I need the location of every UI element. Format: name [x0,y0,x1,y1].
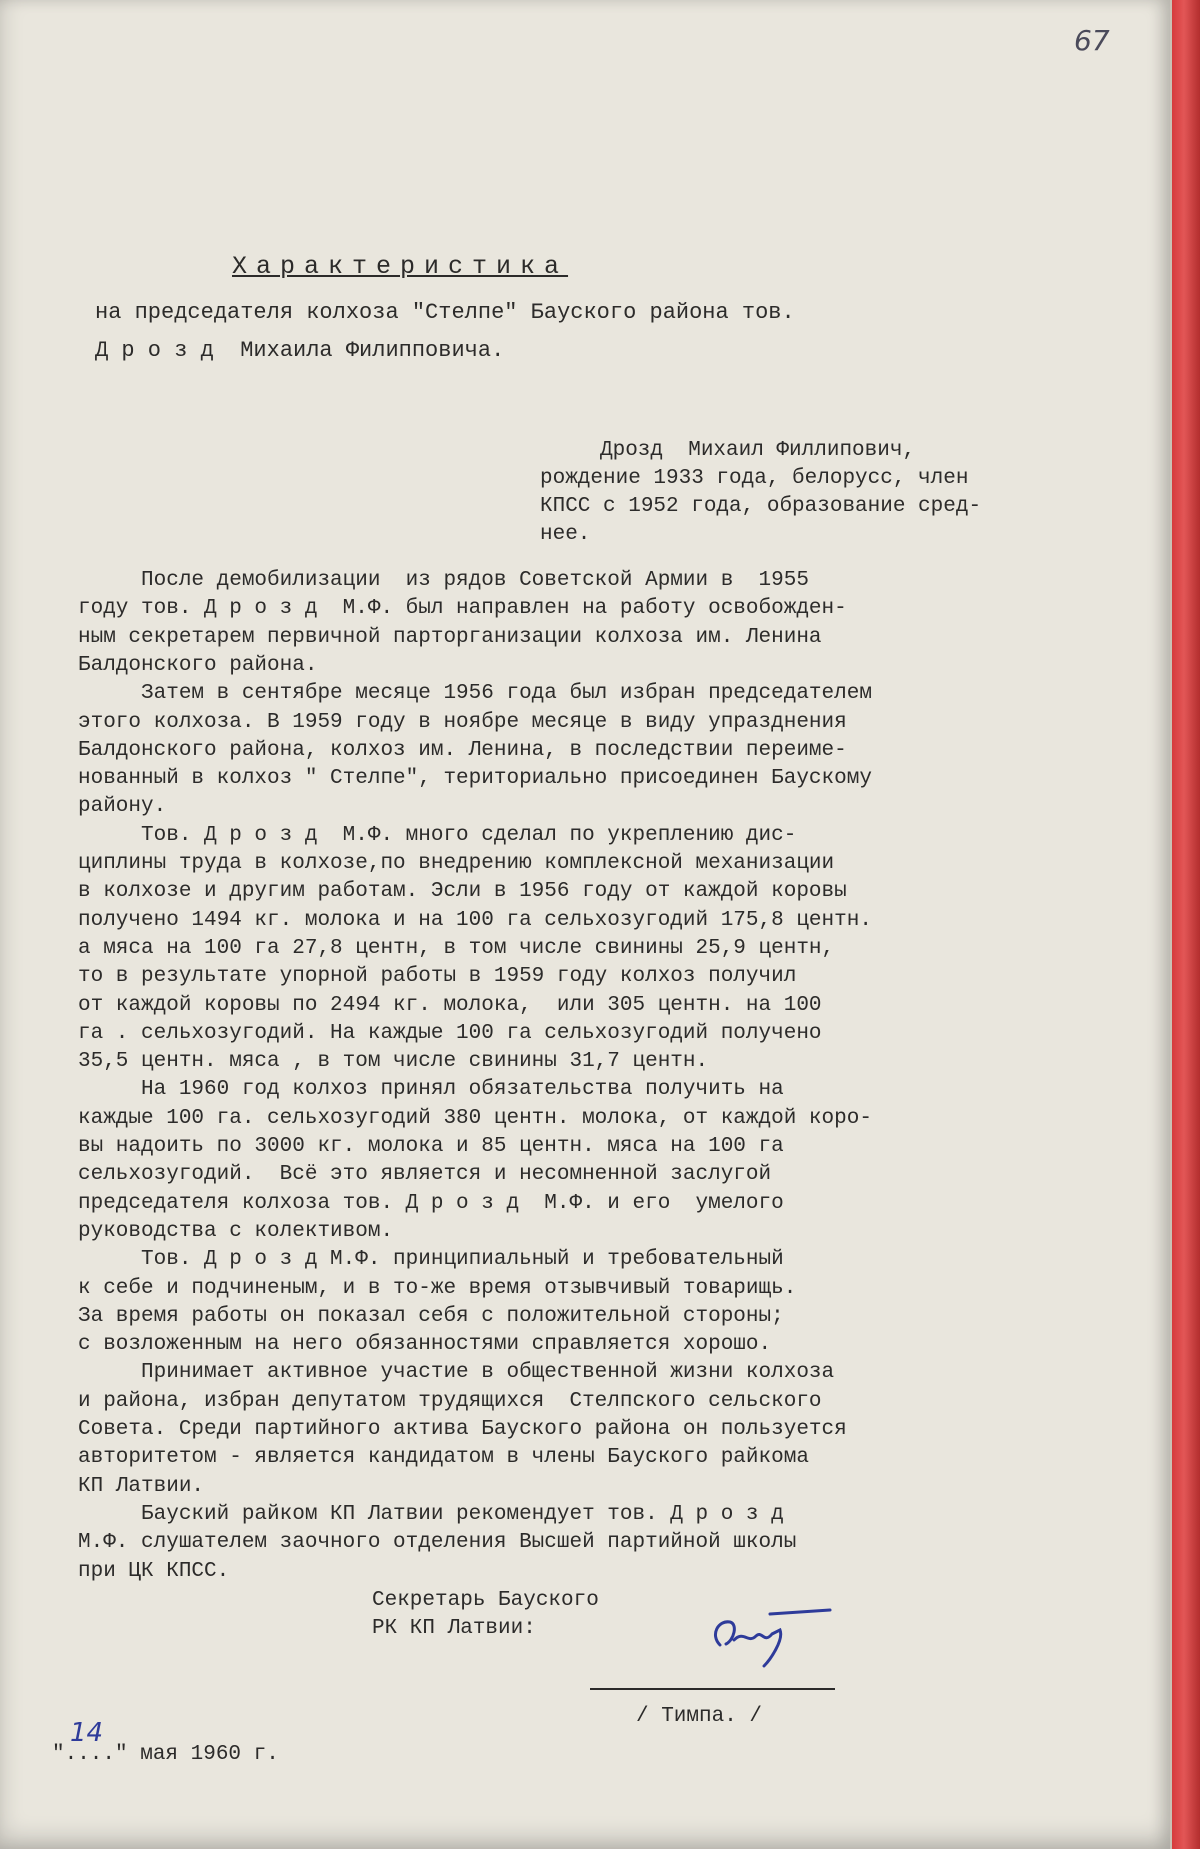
body-line: в колхозе и другим работам. Эсли в 1956 году от каждой коровы [78,880,847,904]
subject-line: на председателя колхоза "Стелпе" Бауского района тов. [95,300,795,325]
body-line: После демобилизации из рядов Советской Армии в 1955 [78,569,809,592]
date-handwritten-day: 14 [70,1718,104,1748]
body-line: председателя колхоза тов. Д р о з д М.Ф. и его умелого [78,1191,784,1215]
body-line: ным секретарем первичной парторганизации колхоза им. Ленина [78,625,822,649]
body-line: Затем в сентябре месяце 1956 года был избран председателем [78,682,872,706]
body-line: этого колхоза. В 1959 году в ноябре месяце в виду упразднения [78,710,847,734]
body-line: району. [78,795,167,819]
body-line: Принимает активное участие в общественной жизни колхоза [78,1361,835,1385]
body-line: На 1960 год колхоз принял обязательства получить на [78,1078,784,1102]
body-line: Бауский райком КП Латвии рекомендует тов. Д р о з д [78,1502,784,1526]
body-line: и района, избран депутатом трудящихся Стелпского сельского [78,1389,822,1413]
body-line: 35,5 центн. мяса , в том числе свинины 31,7 центн. [78,1050,709,1074]
subject-line: Д р о з д Михаила Филипповича. [95,338,505,363]
body-line: Тов. Д р о з д М.Ф. принципиальный и требовательный [78,1248,784,1272]
document-title: Характеристика [232,252,569,281]
body-line: га . сельхозугодий. На каждые 100 га сельхозугодий получено [78,1021,822,1045]
body-line: сельхозугодий. Всё это является и несомненной заслугой [78,1163,772,1187]
signature-rule [590,1688,835,1690]
body-line: руководства с колективом. [78,1219,394,1243]
red-folder-edge [1166,0,1200,1849]
body-line: Тов. Д р о з д М.Ф. много сделал по укреплению дис- [78,823,797,847]
body-line: М.Ф. слушателем заочного отделения Высшей партийной школы [78,1531,797,1555]
handwritten-signature [700,1600,850,1670]
body-line: Балдонского района, колхоз им. Ленина, в последствии переиме- [78,738,847,762]
bio-line: Дрозд Михаил Филлипович, [600,439,916,462]
body-line: Совета. Среди партийного актива Бауского района он пользуется [78,1418,847,1441]
signature-title: РК КП Латвии: [372,1617,536,1640]
bio-line: нее. [540,523,591,546]
signature-title: Секретарь Бауского [372,1589,599,1612]
body-line: вы надоить по 3000 кг. молока и 85 центн. мяса на 100 га [78,1135,784,1158]
body-line: Балдонского района. [78,653,318,677]
body-line: с возложенным на него обязанностями справляется хорошо. [78,1333,772,1357]
body-line: каждые 100 га. сельхозугодий 380 центн. молока, от каждой коро- [78,1106,872,1130]
page-number: 67 [1074,24,1110,57]
body-line: к себе и подчиненым, и в то-же время отзывчивый товарищь. [78,1276,797,1300]
body-line: циплины труда в колхозе,по внедрению комплексной механизации [78,852,835,875]
body-line: при ЦК КПСС. [78,1559,230,1583]
body-line: КП Латвии. [78,1474,205,1498]
body-line: За время работы он показал себя с положительной стороны; [78,1304,784,1328]
body-line: а мяса на 100 га 27,8 центн, в том числе свинины 25,9 центн, [78,936,835,960]
date-line: "...." мая 1960 г. [52,1743,279,1766]
bio-line: КПСС с 1952 года, образование сред- [540,495,982,518]
body-line: авторитетом - является кандидатом в члены Бауского райкома [78,1446,809,1470]
body-line: от каждой коровы по 2494 кг. молока, или 305 центн. на 100 [78,993,822,1017]
bio-line: рождение 1933 года, белорусс, член [540,467,969,490]
body-line: получено 1494 кг. молока и на 100 га сельхозугодий 175,8 центн. [78,908,872,932]
body-line: то в результате упорной работы в 1959 году колхоз получил [78,965,797,989]
body-line: году тов. Д р о з д М.Ф. был направлен на работу освобожден- [78,597,847,621]
signer-name: / Тимпа. / [636,1705,763,1728]
body-line: нованный в колхоз " Стелпе", териториально присоединен Баускому [78,767,872,791]
